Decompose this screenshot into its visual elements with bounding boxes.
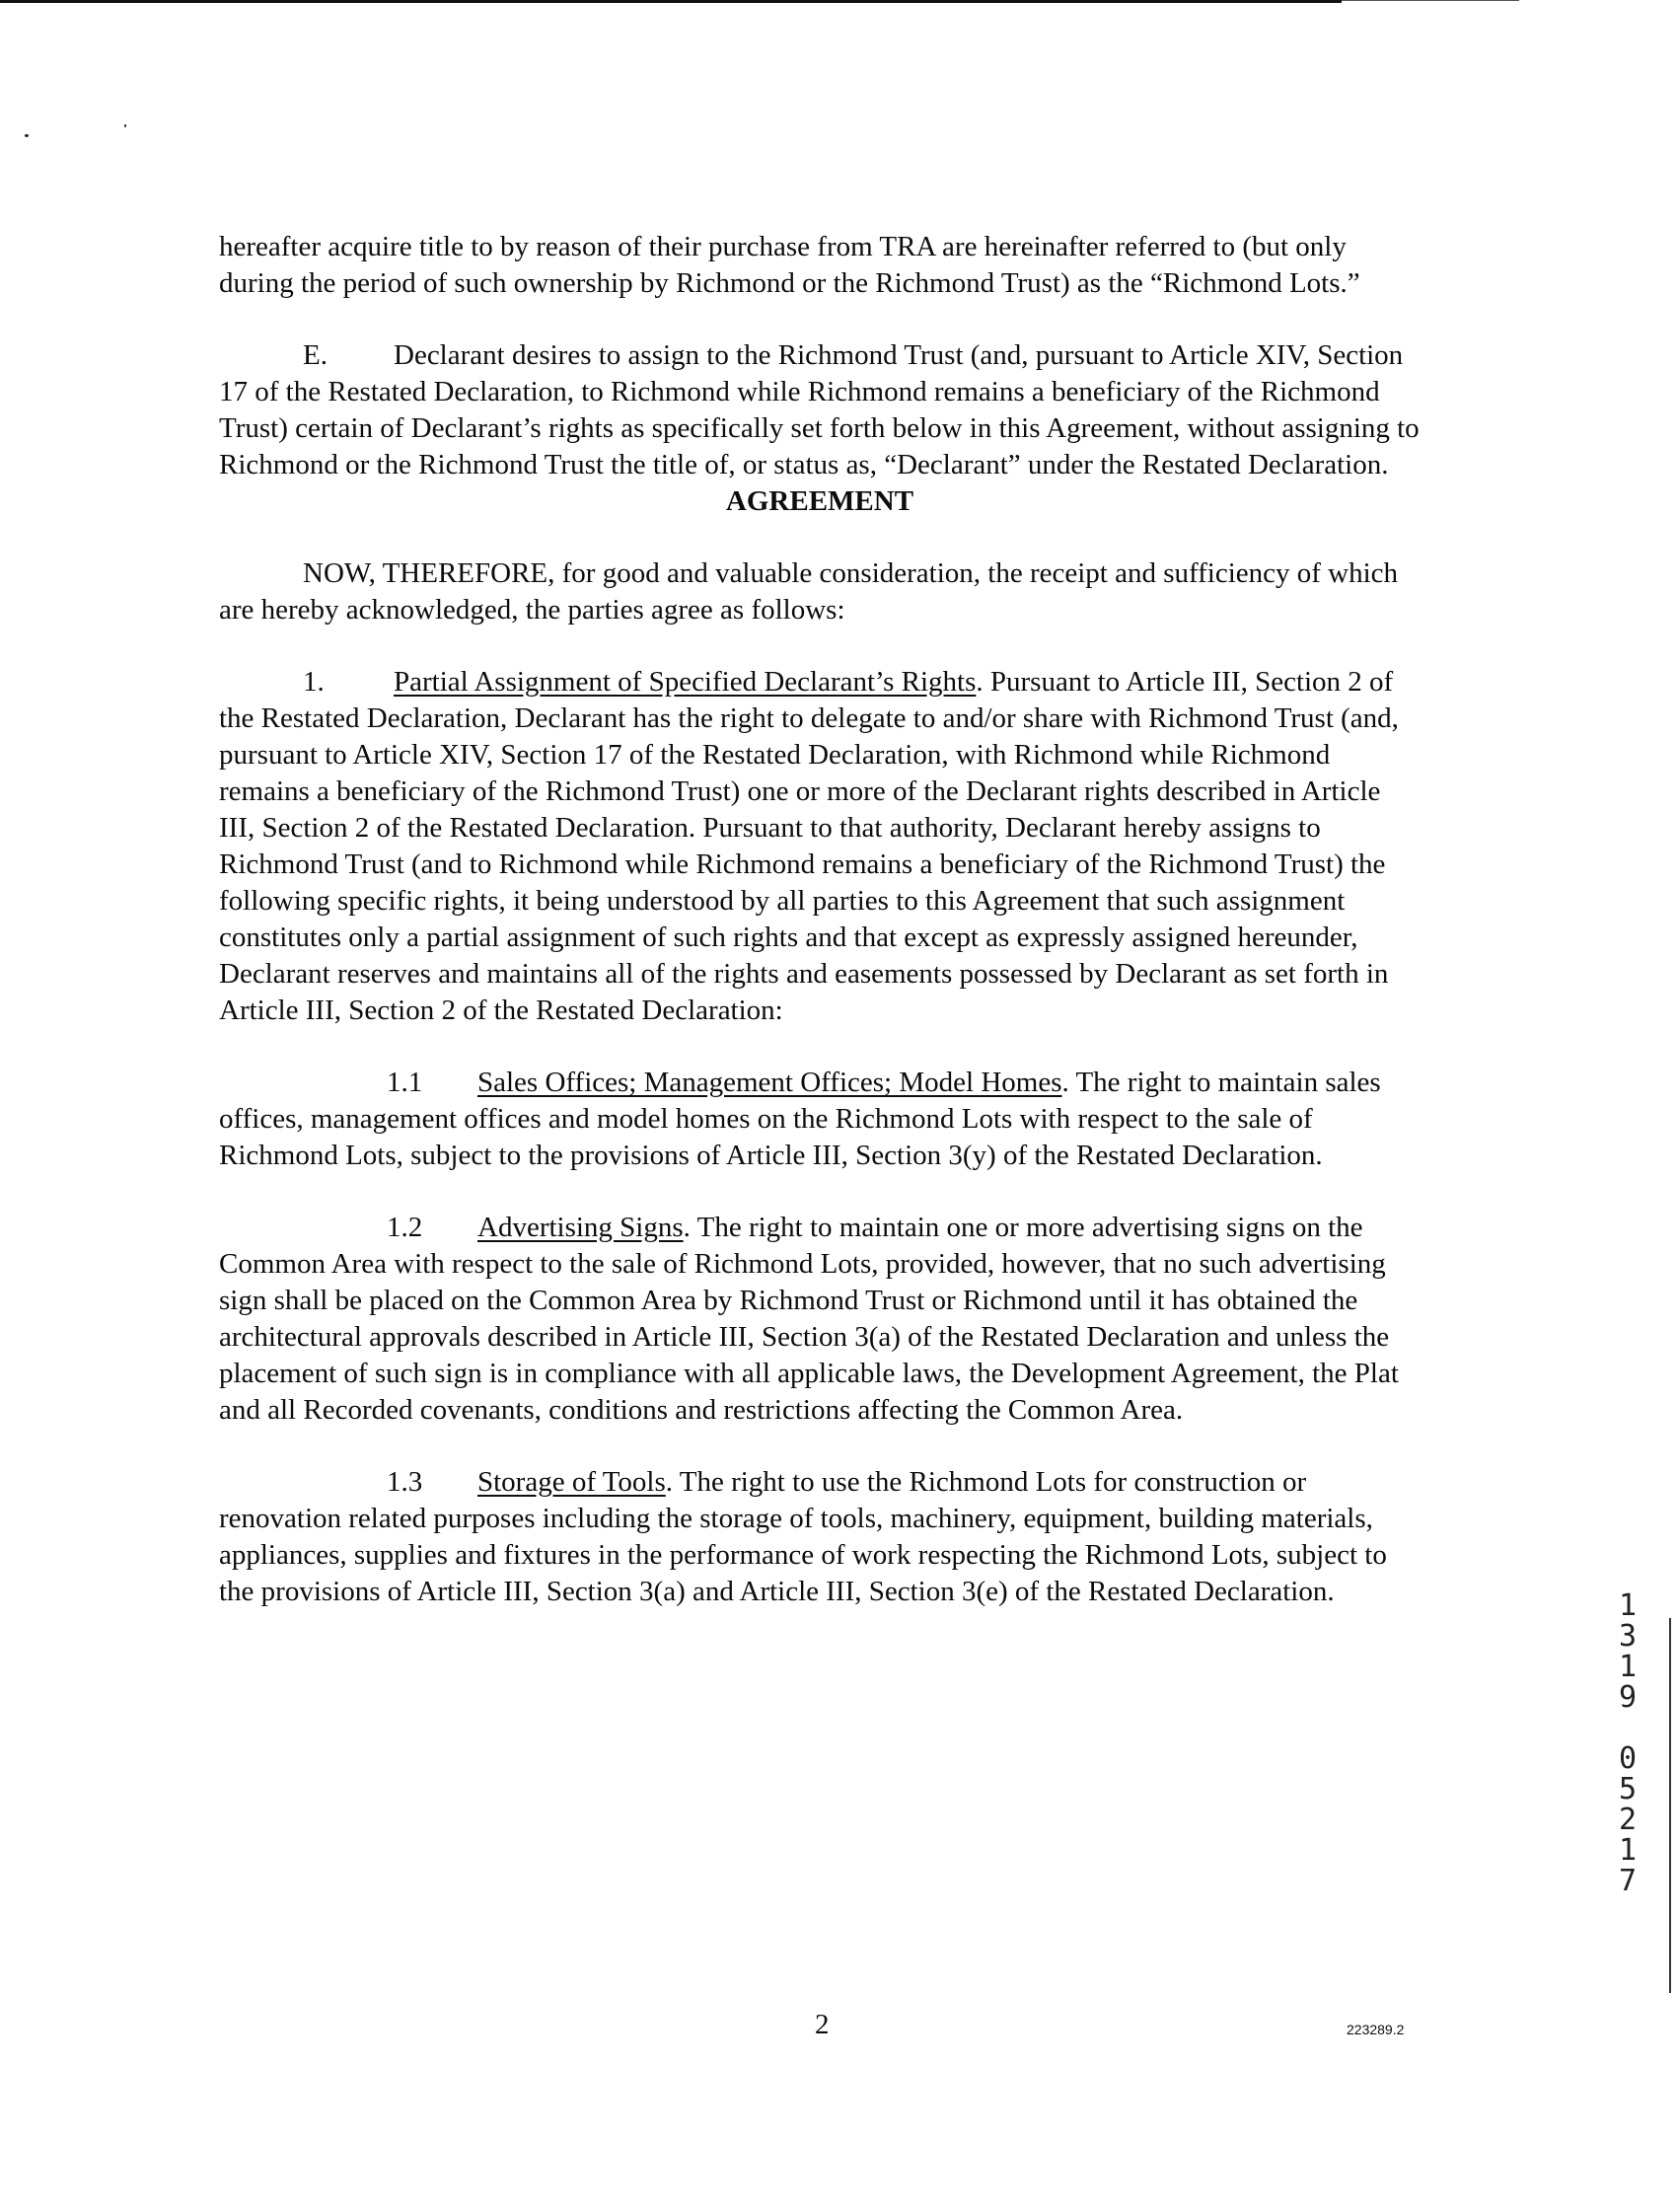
recital-e-label: E. [303,339,328,371]
recording-number-stamp [1614,1590,1641,1896]
section-1-3-title: Storage of Tools [477,1466,666,1498]
section-1-1-paragraph [219,1065,1421,1174]
section-1-number: 1. [303,666,325,698]
scan-top-border [0,0,1342,3]
section-1-paragraph [219,664,1421,1029]
stamp-digit: 2 [1618,1803,1638,1837]
intro-paragraph: hereafter acquire title to by reason of their purchase from TRA are hereinafter referred to (but only during the period of such ownership by Richmond or the Richmond Trust) as the “Richmond Lots.” [219,231,1360,299]
recital-e-text: Declarant desires to assign to the Richmond Trust (and, pursuant to Article XIV, Section 17 of the Restated Declaration, to Richmond while Richmond remains a beneficiary of the Richmond Trust) certain of Declarant’s rights as specifically set forth below in this Agreement, without assigning to Richmond or the Richmond Trust the title of, or status as, “Declarant” under the Restated Declaration. [219,339,1420,480]
section-1-3-number: 1.3 [387,1466,423,1498]
now-therefore-paragraph: NOW, THEREFORE, for good and valuable consideration, the receipt and sufficiency of which are hereby acknowledged, the parties agree as follows: [219,557,1399,626]
stamp-digit: 5 [1618,1772,1638,1806]
stamp-digit: 1 [1618,1588,1638,1623]
section-1-1-title: Sales Offices; Management Offices; Model Homes [477,1067,1062,1098]
section-1-1-number: 1.1 [387,1067,423,1098]
section-1-2-text: . The right to maintain one or more advertising signs on the Common Area with respect to the sale of Richmond Lots, provided, however, that no such advertising sign shall be placed on the Common Area by Richmond Trust or Richmond until it has obtained the architectural approvals described in Article III, Section 3(a) of the Restated Declaration and unless the placement of such sign is in compliance with all applicable laws, the Development Agreement, the Plat and all Recorded covenants, conditions and restrictions affecting the Common Area. [219,1212,1399,1426]
section-1-text: . Pursuant to Article III, Section 2 of the Restated Declaration, Declarant has the right to delegate to and/or share with Richmond Trust (and, pursuant to Article XIV, Section 17 of the Restated Declaration, with Richmond while Richmond remains a beneficiary of the Richmond Trust) one or more of the Declarant rights described in Article III, Section 2 of the Restated Declaration. Pursuant to that authority, Declarant hereby assigns to Richmond Trust (and to Richmond while Richmond remains a beneficiary of the Richmond Trust) the following specific rights, it being understood by all parties to this Agreement that such assignment constitutes only a partial assignment of such rights and that except as expressly assigned hereunder, Declarant reserves and maintains all of the rights and easements possessed by Declarant as set forth in Article III, Section 2 of the Restated Declaration: [219,666,1399,1026]
section-1-3-paragraph [219,1464,1421,1610]
document-body [219,229,1421,1610]
stamp-digit: 7 [1618,1864,1638,1898]
section-1-2-paragraph [219,1210,1421,1429]
scan-top-border-faint [1342,0,1519,1]
scan-speck [25,134,29,137]
section-1-3-text: . The right to use the Richmond Lots for construction or renovation related purposes including the storage of tools, machinery, equipment, building materials, appliances, supplies and fixtures in the performance of work respecting the Richmond Lots, subject to the provisions of Article III, Section 3(a) and Article III, Section 3(e) of the Restated Declaration. [219,1466,1387,1607]
section-1-1-text: . The right to maintain sales offices, management offices and model homes on the Richmond Lots with respect to the sale of Richmond Lots, subject to the provisions of Article III, Section 3(y) of the Restated Declaration. [219,1067,1381,1171]
section-1-2-title: Advertising Signs [477,1212,684,1243]
section-1-2-number: 1.2 [387,1212,423,1243]
scan-edge-mark [1669,1618,1671,1993]
document-id: 223289.2 [1347,2022,1405,2037]
section-1-title: Partial Assignment of Specified Declarant’s Rights [394,666,977,698]
recital-e-paragraph [219,337,1421,483]
stamp-digit: 3 [1618,1619,1638,1654]
scan-speck [124,124,126,127]
stamp-digit: 1 [1618,1650,1638,1684]
stamp-digit: 0 [1618,1741,1638,1776]
page-number: 2 [815,2009,830,2040]
stamp-digit: 1 [1618,1833,1638,1868]
stamp-digit: 9 [1618,1680,1638,1715]
stamp-spacer [1614,1713,1641,1743]
agreement-heading: AGREEMENT [725,485,914,517]
